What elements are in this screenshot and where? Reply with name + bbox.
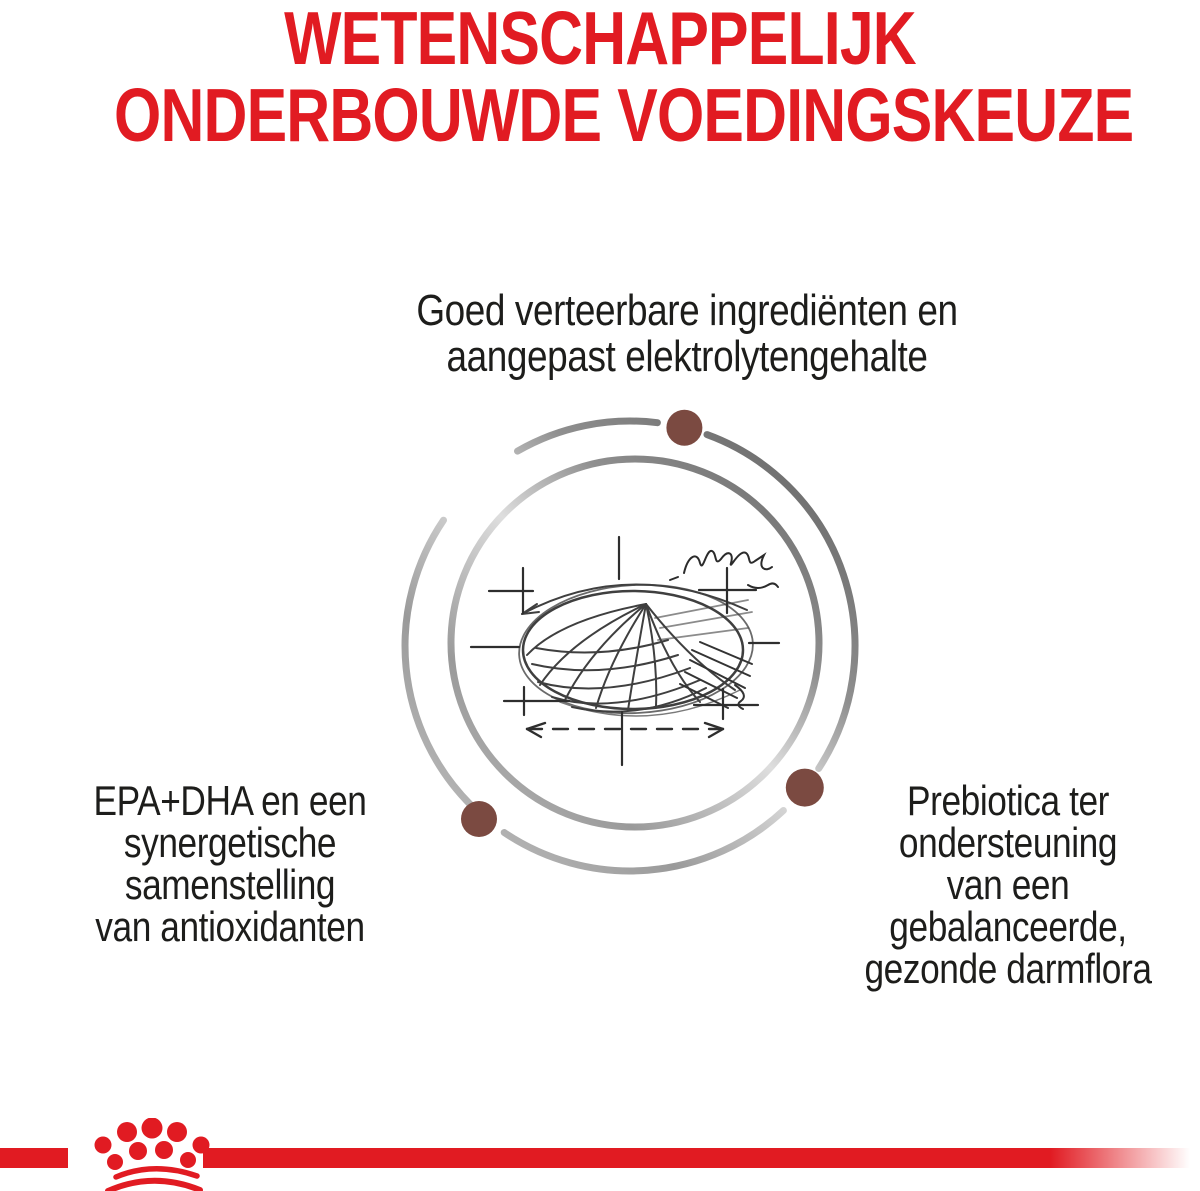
annotation-left-line-4: van antioxidanten [95, 903, 365, 950]
annotation-right-line-5: gezonde darmflora [864, 945, 1152, 992]
annotation-right-line-4: gebalanceerde, [889, 903, 1127, 950]
royal-canin-crown-icon [92, 1118, 212, 1191]
annotation-left-line-3: samenstelling [124, 861, 336, 908]
signature-scribble [670, 551, 778, 588]
annotation-top [416, 288, 957, 380]
footer-bar-right [203, 1148, 1200, 1168]
orbit-dot-bottom-left [461, 801, 497, 837]
footer-bar-left [0, 1148, 68, 1168]
annotation-left [93, 777, 367, 950]
annotation-top-line-2: aangepast elektrolytengehalte [446, 332, 928, 381]
orbit-dot-top [666, 410, 702, 446]
annotation-right-line-2: ondersteuning [898, 819, 1118, 866]
annotation-left-line-2: synergetische [123, 819, 337, 866]
headline [0, 0, 1200, 157]
headline-line-2: ONDERBOUWDE VOEDINGSKEUZE [114, 73, 1134, 157]
annotation-right-line-3: van een [946, 861, 1070, 908]
headline-line-1: WETENSCHAPPELIJK [284, 0, 916, 80]
kibble-sketch-icon [471, 537, 779, 765]
annotation-top-line-1: Goed verteerbare ingrediënten en [416, 286, 958, 335]
annotation-right-line-1: Prebiotica ter [907, 777, 1109, 824]
orbit-dot-bottom-right [786, 769, 824, 807]
annotation-right [864, 777, 1152, 992]
annotation-left-line-1: EPA+DHA en een [93, 777, 367, 824]
